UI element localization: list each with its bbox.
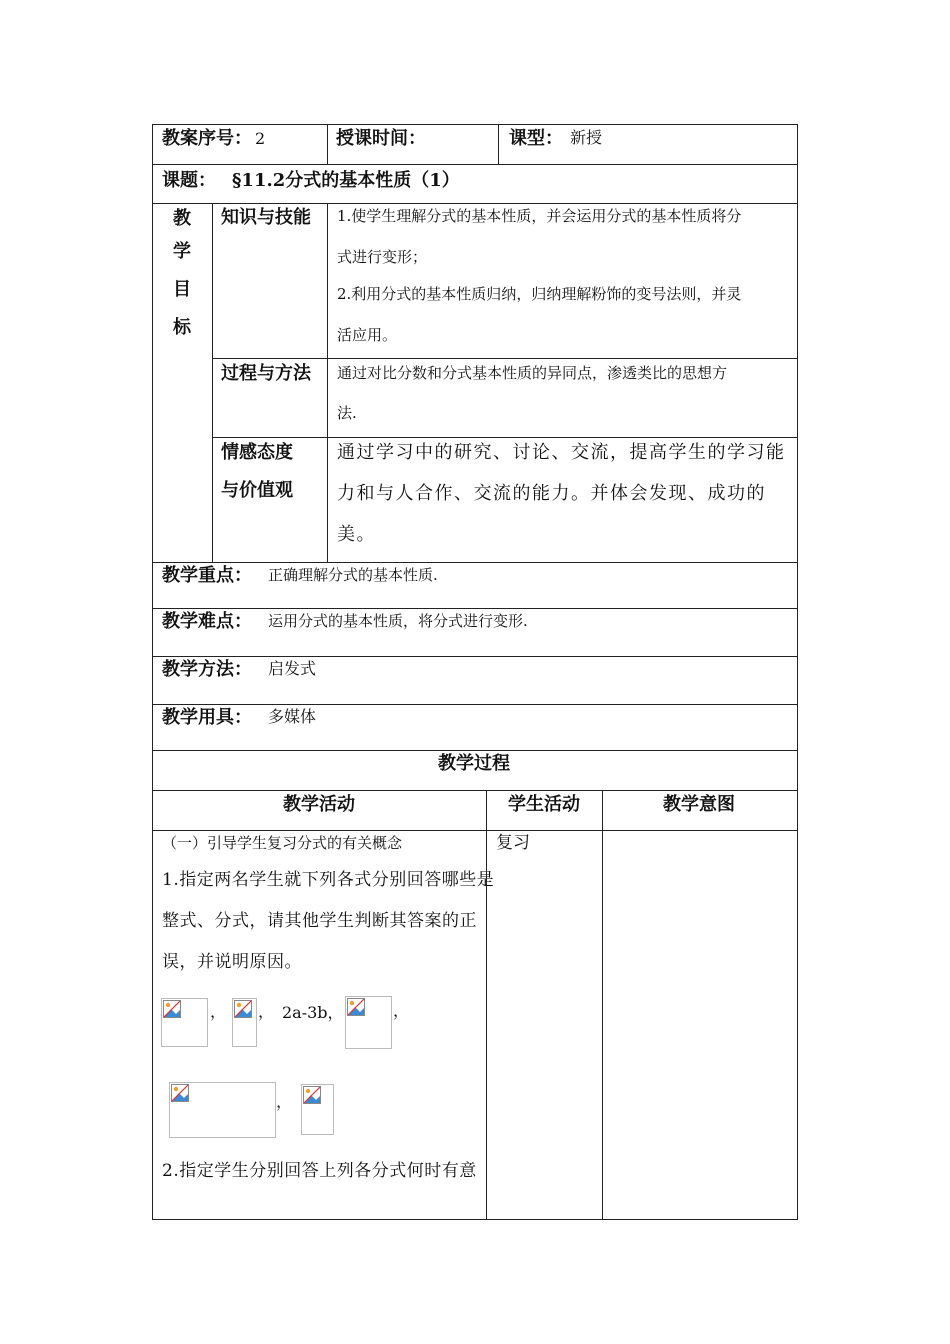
intent-body-cell [602, 830, 798, 1220]
method-label: 教学方法： [162, 659, 252, 680]
activity-line-3: 整式、分式，请其他学生判断其答案的正 [162, 911, 477, 931]
knowledge-content-cell [327, 203, 798, 359]
broken-image-icon [303, 1086, 321, 1104]
expression-text: 2a-3b， [282, 1003, 344, 1022]
student-header: 学生活动 [508, 794, 580, 815]
process-title: 教学过程 [438, 753, 510, 774]
tools-label: 教学用具： [162, 707, 252, 728]
expression-image-5 [301, 1084, 334, 1135]
process-method-line-1: 通过对比分数和分式基本性质的异同点，渗透类比的思想方 [337, 364, 728, 382]
method-value: 启发式 [268, 659, 317, 678]
attitude-label-line-2: 与价值观 [221, 480, 293, 501]
activity-line-2: 1.指定两名学生就下列各式分别回答哪些是 [162, 870, 495, 890]
broken-image-icon [234, 1000, 252, 1018]
key-points-label: 教学重点： [162, 565, 252, 586]
expression-image-4 [169, 1082, 276, 1138]
separator-comma-1: ， [210, 1002, 227, 1021]
knowledge-line-4: 活应用。 [337, 326, 398, 344]
attitude-label-line-1: 情感态度 [221, 442, 293, 463]
difficulties-label: 教学难点： [162, 611, 252, 632]
attitude-line-3: 美。 [337, 524, 376, 545]
expression-image-1 [161, 998, 208, 1047]
activity-header: 教学活动 [283, 794, 355, 815]
broken-image-icon [171, 1084, 189, 1102]
knowledge-label: 知识与技能 [221, 207, 311, 228]
objectives-side-char-1: 教 [173, 208, 191, 229]
lesson-number-label: 教案序号： [162, 128, 252, 149]
attitude-line-2: 力和与人合作、交流的能力。并体会发现、成功的 [337, 483, 766, 504]
process-method-label: 过程与方法 [221, 363, 311, 384]
knowledge-line-3: 2.利用分式的基本性质归纳，归纳理解粉饰的变号法则，并灵 [337, 285, 742, 303]
activity-line-1: （一）引导学生复习分式的有关概念 [162, 834, 403, 852]
knowledge-line-1: 1.使学生理解分式的基本性质，并会运用分式的基本性质将分 [337, 207, 742, 225]
attitude-line-1: 通过学习中的研究、讨论、交流，提高学生的学习能 [337, 442, 786, 463]
expression-image-3 [345, 996, 392, 1049]
class-time-label: 授课时间： [336, 128, 426, 149]
separator-comma-4: ， [276, 1092, 293, 1111]
lesson-type-label: 课型： [509, 128, 563, 149]
lesson-number-value: 2 [255, 129, 266, 148]
student-body-cell [486, 830, 603, 1220]
knowledge-line-2: 式进行变形； [337, 248, 428, 266]
broken-image-icon [163, 1000, 181, 1018]
objectives-side-char-4: 标 [173, 317, 191, 338]
broken-image-icon [347, 998, 365, 1016]
question-2-line: 2.指定学生分别回答上列各分式何时有意 [162, 1161, 477, 1181]
student-activity-text: 复习 [496, 833, 530, 853]
lesson-type-value: 新授 [570, 128, 603, 147]
topic-label: 课题： [162, 170, 216, 191]
tools-value: 多媒体 [268, 707, 317, 726]
separator-comma-2: ， [258, 1002, 275, 1021]
expression-image-2 [232, 998, 257, 1047]
objectives-side-char-3: 目 [173, 279, 191, 300]
key-points-value: 正确理解分式的基本性质. [268, 566, 438, 584]
activity-line-4: 误，并说明原因。 [162, 952, 302, 972]
difficulties-value: 运用分式的基本性质，将分式进行变形. [268, 612, 528, 630]
objectives-side-char-2: 学 [173, 241, 191, 262]
intent-header: 教学意图 [663, 794, 735, 815]
separator-comma-3: ， [393, 1001, 410, 1020]
process-method-line-2: 法. [337, 404, 357, 422]
topic-value: §11.2分式的基本性质（1） [232, 170, 460, 191]
